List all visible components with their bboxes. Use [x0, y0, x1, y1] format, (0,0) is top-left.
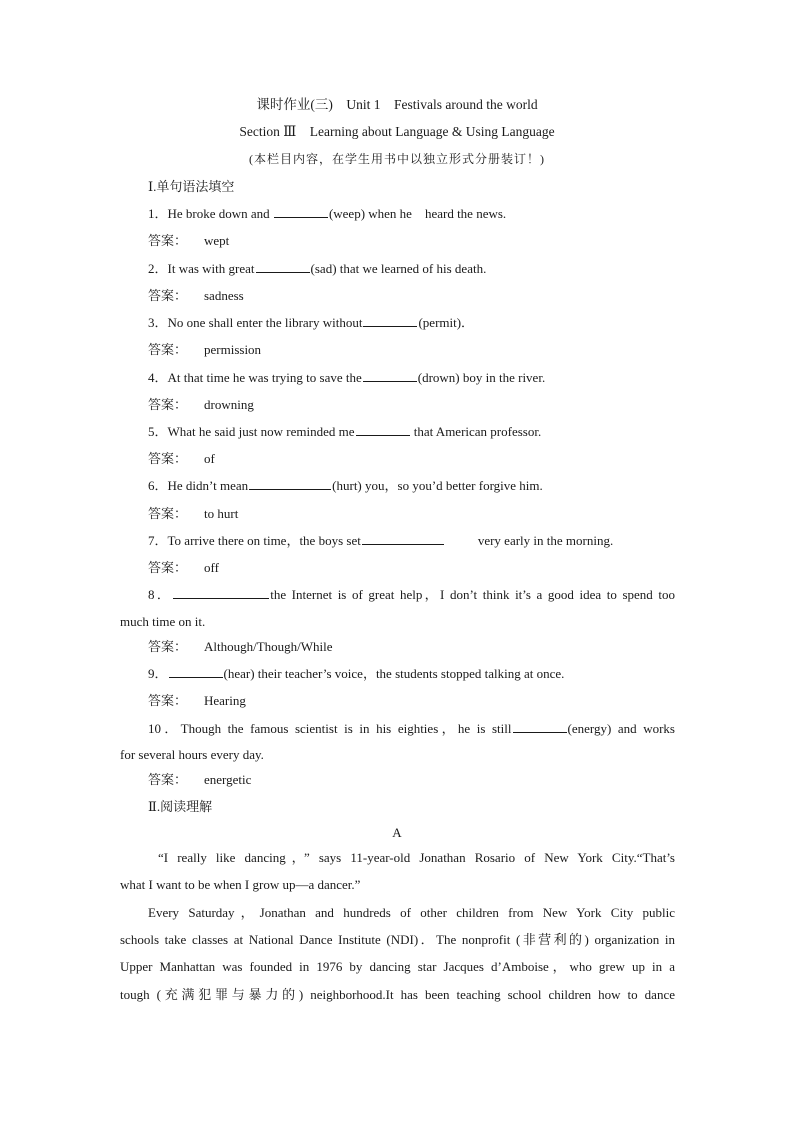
answer-1: 答案： wept [148, 233, 230, 248]
question-10-continued: for several hours every day. [120, 747, 264, 762]
binding-note: (本栏目内容，在学生用书中以独立形式分册装订！) [249, 152, 545, 166]
answer-4: 答案： drowning [148, 397, 254, 412]
answer-blank [274, 205, 328, 218]
question-10: 10．Though the famous scientist is in his eighties，he is still (energy) and works [148, 721, 675, 736]
question-6: 6．He didn’t mean (hurt) you，so you’d better forgive him. [148, 478, 543, 493]
answer-10: 答案： energetic [148, 772, 252, 787]
question-8: 8． the Internet is of great help，I don’t think it’s a good idea to spend too [148, 587, 675, 602]
passage-label: A [392, 825, 402, 840]
question-8-continued: much time on it. [120, 614, 206, 629]
passage-line: Upper Manhattan was founded in 1976 by dancing star Jacques d’Amboise，who grew up in a [120, 959, 675, 974]
section-heading-grammar: Ⅰ.单句语法填空 [148, 179, 235, 194]
answer-5: 答案： of [148, 451, 215, 466]
answer-blank [363, 369, 417, 382]
question-7: 7．To arrive there on time，the boys set very early in the morning. [148, 533, 614, 548]
question-3: 3．No one shall enter the library without (permit)． [148, 315, 475, 330]
answer-blank [356, 423, 410, 436]
answer-blank [169, 665, 223, 678]
passage-line: “I really like dancing，” says 11-year-old Jonathan Rosario of New York City.“That’s [158, 850, 675, 865]
answer-blank [256, 260, 310, 273]
question-4: 4．At that time he was trying to save the (drown) boy in the river. [148, 370, 546, 385]
page-subtitle: Section Ⅲ Learning about Language & Using Language [239, 124, 555, 139]
section-heading-reading: Ⅱ.阅读理解 [148, 799, 213, 814]
answer-9: 答案： Hearing [148, 693, 246, 708]
passage-line: tough (充满犯罪与暴力的) neighborhood.It has been teaching school children how to dance [120, 987, 675, 1002]
answer-3: 答案： permission [148, 342, 262, 357]
question-9: 9． (hear) their teacher’s voice，the students stopped talking at once. [148, 666, 565, 681]
page-title: 课时作业(三) Unit 1 Festivals around the world [256, 97, 538, 112]
answer-2: 答案： sadness [148, 288, 244, 303]
answer-blank [363, 314, 417, 327]
answer-7: 答案： off [148, 560, 219, 575]
answer-blank [362, 532, 444, 545]
question-1: 1．He broke down and (weep) when he heard the news. [148, 206, 507, 221]
answer-blank [513, 720, 567, 733]
question-2: 2．It was with great (sad) that we learned of his death. [148, 261, 487, 276]
passage-line: schools take classes at National Dance Institute (NDI)．The nonprofit (非营利的) organization in [120, 932, 675, 947]
question-5: 5．What he said just now reminded me that American professor. [148, 424, 542, 439]
answer-8: 答案： Although/Though/While [148, 639, 333, 654]
passage-line: Every Saturday，Jonathan and hundreds of other children from New York City public [148, 905, 675, 920]
answer-blank [173, 586, 269, 599]
passage-line: what I want to be when I grow up—a dancer.” [120, 877, 361, 892]
answer-blank [249, 477, 331, 490]
answer-6: 答案： to hurt [148, 506, 239, 521]
